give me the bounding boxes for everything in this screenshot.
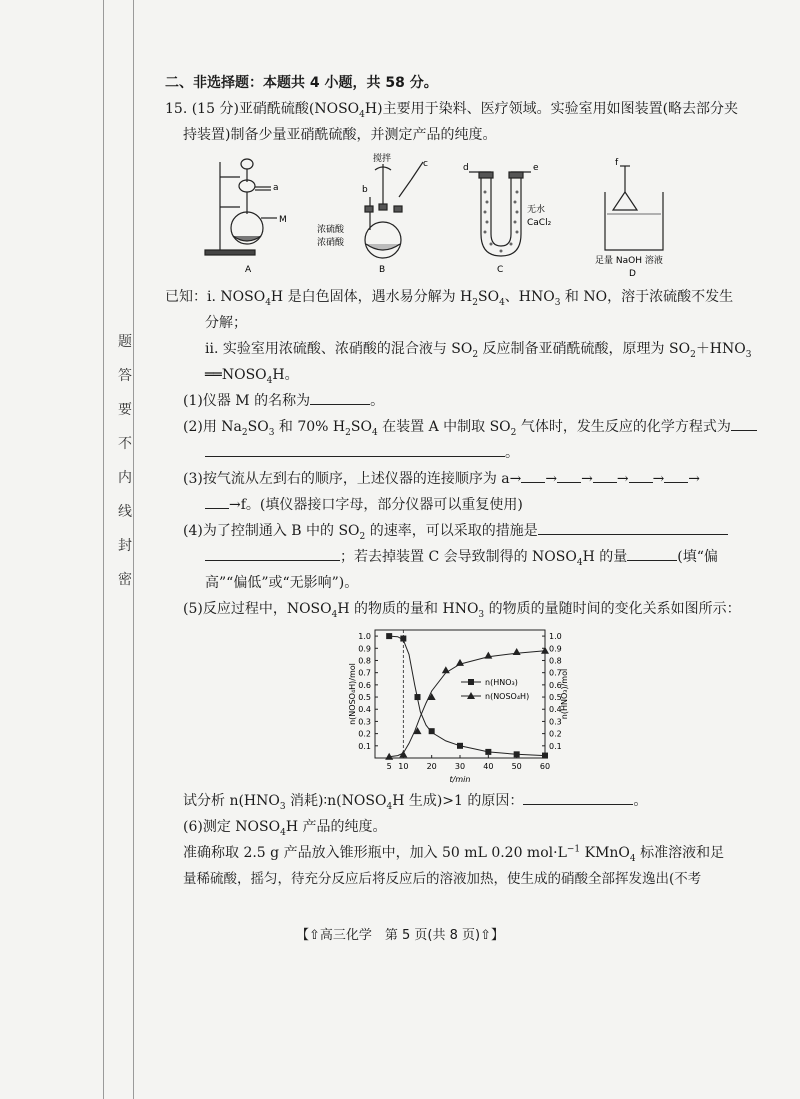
label-cacl2-2: CaCl₂ bbox=[527, 218, 552, 228]
q15-intro: 15. (15 分)亚硝酰硫酸$(NOSO_4H)$主要用于染料、医疗领域。实验室用如图装置(略去部分夹 bbox=[165, 101, 739, 120]
label-naoh: 足量 NaOH 溶液 bbox=[595, 256, 663, 266]
apparatus-D bbox=[605, 166, 663, 250]
label-b: b bbox=[362, 185, 368, 195]
label-acid2: 浓硝酸 bbox=[317, 238, 345, 248]
answer-blank-5[interactable] bbox=[523, 788, 633, 805]
seal-char: 题 bbox=[118, 334, 132, 350]
y-tick-label-right: 0.5 bbox=[549, 693, 562, 703]
seal-char: 封 bbox=[118, 538, 132, 554]
label-a: a bbox=[273, 183, 279, 193]
apparatus-B bbox=[365, 162, 423, 258]
known-1-cont: 分解； bbox=[205, 315, 247, 331]
y-tick-label-left: 0.9 bbox=[358, 644, 371, 654]
seal-line-text bbox=[112, 325, 138, 597]
known-2-cont: $══NOSO_4H$。 bbox=[205, 367, 299, 386]
point-hno3 bbox=[542, 753, 548, 759]
question-2-cont: 。 bbox=[165, 440, 725, 466]
x-label: t/min bbox=[449, 775, 471, 784]
question-5-analysis: 试分析 $n(HNO_3$ 消耗)$∶n(NOSO_4H$ 生成)>1 的原因： 。 bbox=[165, 788, 725, 814]
x-tick-label: 30 bbox=[454, 762, 466, 771]
label-e: e bbox=[533, 163, 539, 173]
answer-blank-4b[interactable] bbox=[205, 544, 340, 561]
x-tick-label: 60 bbox=[539, 762, 551, 771]
x-tick-label: 10 bbox=[398, 762, 409, 771]
apparatus-svg bbox=[165, 152, 725, 282]
answer-blank-2a[interactable] bbox=[731, 414, 757, 431]
label-D: D bbox=[629, 269, 636, 279]
point-hno3 bbox=[514, 751, 520, 757]
point-hno3 bbox=[485, 749, 491, 755]
y-tick-label-right: 0.2 bbox=[549, 729, 562, 739]
question-6-text: 准确称取 2.5 g 产品放入锥形瓶中，加入 50 mL 0.20 $mol\cdot L^{-1}$ KMnO$_4$ 标准溶液和足 bbox=[183, 844, 725, 864]
question-3-cont: →f。(填仪器接口字母，部分仪器可以重复使用) bbox=[165, 492, 725, 518]
x-tick-label: 40 bbox=[483, 762, 494, 771]
x-tick-label: 50 bbox=[511, 762, 522, 771]
point-noso4h bbox=[541, 647, 549, 654]
answer-blank-1[interactable] bbox=[310, 388, 370, 405]
point-hno3 bbox=[415, 694, 421, 700]
seal-char: 内 bbox=[118, 470, 132, 486]
label-d: d bbox=[463, 163, 469, 173]
chart-svg bbox=[165, 624, 725, 784]
apparatus-figure bbox=[165, 152, 725, 282]
legend-hno3: n(HNO₃) bbox=[485, 678, 518, 687]
label-M: M bbox=[279, 215, 287, 225]
question-4-cont: ；若去掉装置 C 会导致制得的 $NOSO_4H$ 的量 (填“偏 bbox=[165, 544, 725, 570]
label-A: A bbox=[245, 265, 252, 275]
y-label-left: n(NOSO₄H)/mol bbox=[348, 663, 357, 725]
answer-blank-3b[interactable] bbox=[557, 466, 581, 483]
question-5: (5)反应过程中，$NOSO_4H$ 的物质的量和 $HNO_3$ 的物质的量随时间的变化关系如图所示： bbox=[183, 601, 741, 620]
y-tick-label-right: 0.6 bbox=[549, 680, 562, 690]
apparatus-A bbox=[205, 159, 277, 255]
y-tick-label-left: 0.4 bbox=[358, 705, 371, 715]
exam-page bbox=[165, 70, 752, 892]
y-tick-label-left: 0.2 bbox=[358, 729, 371, 739]
label-C: C bbox=[497, 265, 504, 275]
y-tick-label-left: 0.6 bbox=[358, 680, 371, 690]
answer-blank-3a[interactable] bbox=[521, 466, 545, 483]
point-noso4h bbox=[484, 652, 492, 659]
answer-blank-3e[interactable] bbox=[664, 466, 688, 483]
answer-blank-3c[interactable] bbox=[593, 466, 617, 483]
section-title: 二、非选择题：本题共 4 小题，共 58 分。 bbox=[165, 75, 438, 91]
y-tick-label-left: 0.3 bbox=[358, 717, 371, 727]
y-tick-label-left: 0.5 bbox=[358, 693, 371, 703]
y-tick-label-right: 0.8 bbox=[549, 656, 562, 666]
question-4-cont-2: 高”“偏低”或“无影响”)。 bbox=[205, 575, 359, 591]
label-B: B bbox=[379, 265, 386, 275]
y-tick-label-right: 0.7 bbox=[549, 668, 562, 678]
y-tick-label-right: 0.1 bbox=[549, 741, 562, 751]
point-noso4h bbox=[442, 666, 450, 673]
question-6-text-2: 量稀硫酸，摇匀，待充分反应后将反应后的溶液加热，使生成的硝酸全部挥发逸出(不考 bbox=[183, 871, 702, 887]
known-1: 已知：ⅰ. $NOSO_4H$ 是白色固体，遇水易分解为 $H_2SO_4$、$HNO_3$ 和 NO，溶于浓硫酸不发生 bbox=[165, 289, 734, 308]
seal-char: 密 bbox=[118, 572, 132, 588]
question-2: (2)用 $Na_2SO_3$ 和 70% $H_2SO_4$ 在装置 A 中制取 $SO_2$ 气体时，发生反应的化学方程式为 bbox=[165, 414, 725, 440]
y-tick-label-right: 0.3 bbox=[549, 717, 562, 727]
y-tick-label-right: 0.9 bbox=[549, 644, 562, 654]
question-6: (6)测定 $NOSO_4H$ 产品的纯度。 bbox=[183, 819, 387, 838]
point-noso4h bbox=[456, 659, 464, 666]
label-f: f bbox=[615, 158, 619, 168]
question-1: (1)仪器 M 的名称为 。 bbox=[165, 388, 725, 414]
question-4: (4)为了控制通入 B 中的 $SO_2$ 的速率，可以采取的措施是 bbox=[165, 518, 725, 544]
label-cacl2-1: 无水 bbox=[527, 205, 546, 215]
y-tick-label-right: 0.4 bbox=[549, 705, 562, 715]
y-tick-label-left: 0.8 bbox=[358, 656, 371, 666]
answer-blank-3d[interactable] bbox=[629, 466, 653, 483]
legend-marker-hno3 bbox=[468, 679, 474, 685]
q15-intro-2: 持装置)制备少量亚硝酰硫酸，并测定产品的纯度。 bbox=[183, 127, 497, 143]
answer-blank-3f[interactable] bbox=[205, 492, 229, 509]
point-hno3 bbox=[386, 633, 392, 639]
point-noso4h bbox=[513, 648, 521, 655]
x-tick-label: 5 bbox=[386, 762, 392, 771]
label-acid1: 浓硫酸 bbox=[317, 225, 345, 235]
answer-blank-2b[interactable] bbox=[205, 440, 505, 457]
y-tick-label-left: 0.7 bbox=[358, 668, 371, 678]
y-tick-label-right: 1.0 bbox=[549, 632, 562, 642]
seal-char: 答 bbox=[118, 368, 132, 384]
apparatus-C bbox=[469, 172, 531, 256]
seal-char: 不 bbox=[118, 436, 132, 452]
legend bbox=[461, 678, 529, 701]
question-3: (3)按气流从左到右的顺序，上述仪器的连接顺序为 a→ → → → → → bbox=[165, 466, 725, 492]
label-c: c bbox=[423, 159, 428, 169]
page-footer: 【⇧高三化学 第 5 页(共 8 页)⇧】 bbox=[295, 928, 504, 943]
x-tick-label: 20 bbox=[426, 762, 437, 771]
point-hno3 bbox=[429, 728, 435, 734]
label-stir: 搅拌 bbox=[373, 154, 392, 164]
y-label-right: n(HNO₃)/mol bbox=[560, 668, 569, 720]
seal-char: 要 bbox=[118, 402, 132, 418]
y-tick-label-left: 1.0 bbox=[358, 632, 371, 642]
answer-blank-4a[interactable] bbox=[538, 518, 728, 535]
chart-container bbox=[165, 624, 725, 784]
answer-blank-4c[interactable] bbox=[627, 544, 677, 561]
curve-noso4h bbox=[389, 651, 545, 757]
y-tick-label-left: 0.1 bbox=[358, 741, 371, 751]
point-hno3 bbox=[400, 636, 406, 642]
known-2: ⅱ. 实验室用浓硫酸、浓硝酸的混合液与 $SO_2$ 反应制备亚硝酰硫酸，原理为 $SO_2+HNO_3$ bbox=[205, 341, 752, 360]
cacl2-granules bbox=[484, 191, 519, 253]
legend-noso4h: n(NOSO₄H) bbox=[485, 692, 530, 701]
seal-char: 线 bbox=[118, 504, 132, 520]
point-hno3 bbox=[457, 743, 463, 749]
